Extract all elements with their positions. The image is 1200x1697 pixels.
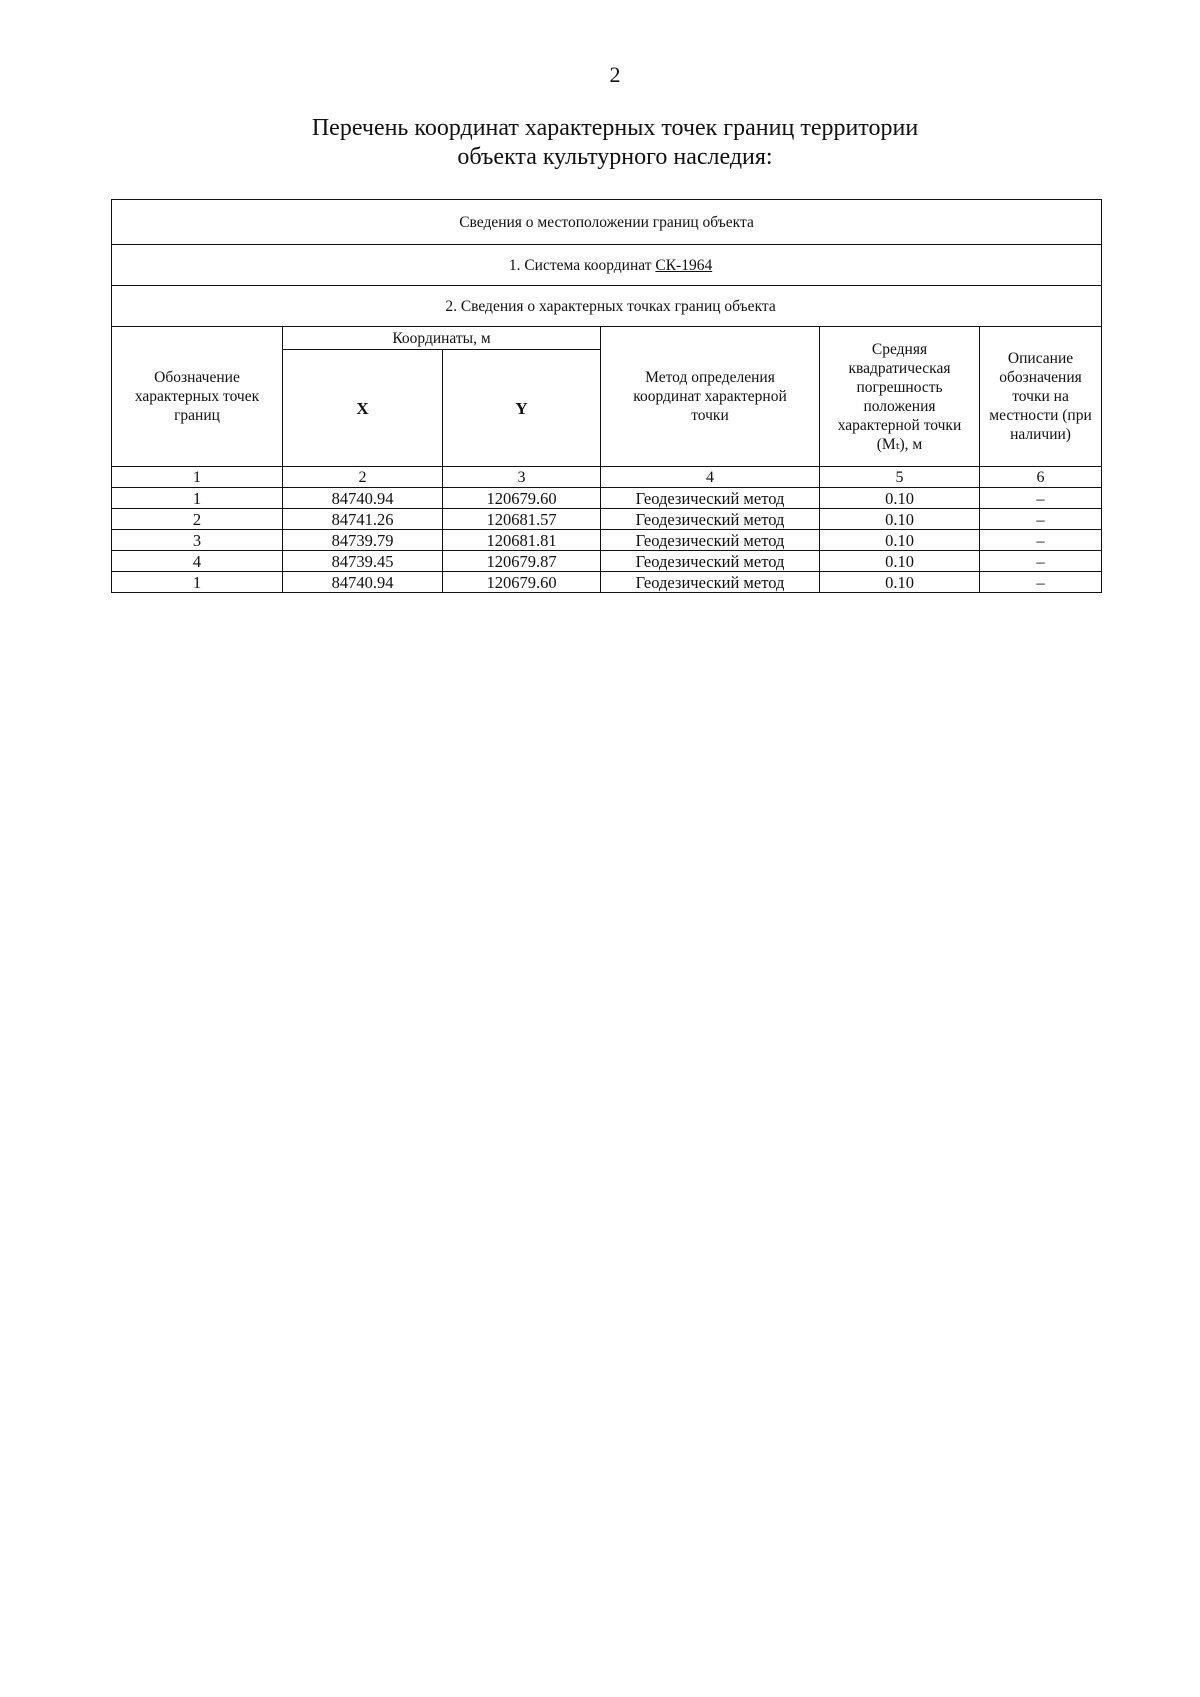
cell-method: Геодезический метод: [601, 551, 820, 572]
cell-method: Геодезический метод: [601, 572, 820, 593]
col-method-header: Метод определения координат характерной точки: [601, 327, 820, 467]
col-x-header: X: [283, 350, 443, 467]
cell-x: 84739.79: [283, 530, 443, 551]
col-designation-header: Обозначение характерных точек границ: [112, 327, 283, 467]
title-line-1: Перечень координат характерных точек границ территории: [311, 115, 919, 141]
cell-x: 84739.45: [283, 551, 443, 572]
column-number-5: 5: [820, 467, 980, 488]
column-number-1: 1: [112, 467, 283, 488]
cell-error: 0.10: [820, 509, 980, 530]
coord-system-label: 1. Система координат: [508, 256, 656, 274]
coord-system-row: [112, 245, 1102, 286]
cell-point: 1: [112, 572, 283, 593]
column-number-3: 3: [443, 467, 601, 488]
cell-description: –: [980, 551, 1102, 572]
cell-x: 84740.94: [283, 488, 443, 509]
cell-description: –: [980, 488, 1102, 509]
cell-error: 0.10: [820, 572, 980, 593]
coordinates-table: [111, 199, 1102, 593]
table-row: [112, 572, 1102, 593]
table-row: [112, 509, 1102, 530]
column-number-6: 6: [980, 467, 1102, 488]
cell-method: Геодезический метод: [601, 509, 820, 530]
col-error-header: Средняя квадратическая погрешность положения характерной точки (Mₜ), м: [820, 327, 980, 467]
column-number-4: 4: [601, 467, 820, 488]
cell-point: 2: [112, 509, 283, 530]
table-row: [112, 488, 1102, 509]
cell-error: 0.10: [820, 530, 980, 551]
cell-error: 0.10: [820, 488, 980, 509]
coord-system-value: СК-1964: [655, 256, 713, 274]
section-header: Сведения о местоположении границ объекта: [112, 200, 1102, 245]
cell-y: 120679.87: [443, 551, 601, 572]
cell-point: 3: [112, 530, 283, 551]
cell-description: –: [980, 572, 1102, 593]
document-title: [0, 114, 1200, 172]
cell-method: Геодезический метод: [601, 488, 820, 509]
column-number-2: 2: [283, 467, 443, 488]
cell-y: 120679.60: [443, 488, 601, 509]
table-row: [112, 551, 1102, 572]
cell-description: –: [980, 530, 1102, 551]
cell-x: 84740.94: [283, 572, 443, 593]
cell-x: 84741.26: [283, 509, 443, 530]
cell-y: 120681.81: [443, 530, 601, 551]
cell-description: –: [980, 509, 1102, 530]
col-y-header: Y: [443, 350, 601, 467]
cell-point: 4: [112, 551, 283, 572]
cell-y: 120679.60: [443, 572, 601, 593]
cell-error: 0.10: [820, 551, 980, 572]
points-info-row: 2. Сведения о характерных точках границ объекта: [112, 286, 1102, 327]
cell-y: 120681.57: [443, 509, 601, 530]
title-line-2: объекта культурного наследия:: [457, 144, 773, 170]
page-number: 2: [609, 62, 621, 87]
cell-point: 1: [112, 488, 283, 509]
cell-method: Геодезический метод: [601, 530, 820, 551]
col-coordinates-header: Координаты, м: [283, 327, 601, 350]
table-row: [112, 530, 1102, 551]
col-description-header: Описание обозначения точки на местности (при наличии): [980, 327, 1102, 467]
